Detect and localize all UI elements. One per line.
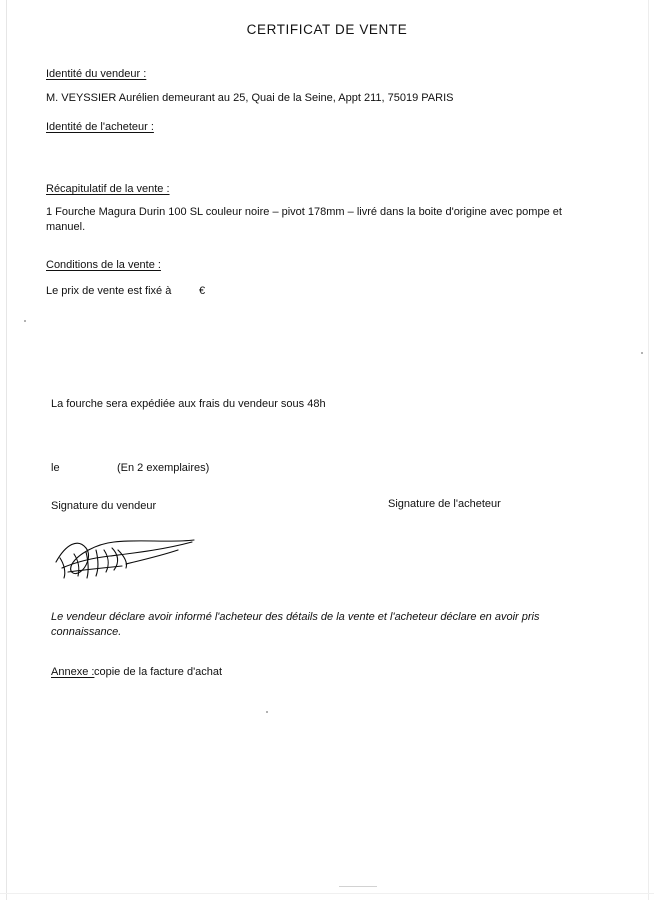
price-currency: € bbox=[199, 285, 206, 297]
scan-speck bbox=[641, 352, 643, 354]
scan-edge-right bbox=[648, 0, 649, 900]
buyer-signature-label: Signature de l'acheteur bbox=[388, 498, 501, 510]
scan-speck bbox=[339, 886, 377, 887]
date-label: le bbox=[51, 462, 60, 474]
seller-signature-label: Signature du vendeur bbox=[51, 500, 157, 512]
scan-edge-left bbox=[6, 0, 7, 900]
shipping-note: La fourche sera expédiée aux frais du vendeur sous 48h bbox=[51, 398, 326, 410]
annex-heading: Annexe : bbox=[51, 666, 95, 678]
annex-value: copie de la facture d'achat bbox=[94, 666, 223, 678]
scan-speck bbox=[24, 320, 26, 322]
scan-edge-bottom bbox=[0, 893, 654, 894]
seller-heading: Identité du vendeur : bbox=[46, 68, 147, 80]
seller-value: M. VEYSSIER Aurélien demeurant au 25, Quai de la Seine, Appt 211, 75019 PARIS bbox=[46, 92, 454, 104]
summary-value: 1 Fourche Magura Durin 100 SL couleur noire – pivot 178mm – livré dans la boite d'origine avec pompe et manuel. bbox=[46, 206, 565, 233]
declaration-text: Le vendeur déclare avoir informé l'acheteur des détails de la vente et l'acheteur déclare en avoir pris connaissance. bbox=[51, 611, 543, 638]
conditions-heading: Conditions de la vente : bbox=[46, 259, 161, 271]
copies-note: (En 2 exemplaires) bbox=[117, 462, 210, 474]
page-title: CERTIFICAT DE VENTE bbox=[246, 22, 408, 37]
price-label: Le prix de vente est fixé à bbox=[46, 285, 172, 297]
seller-signature-ink bbox=[52, 528, 212, 590]
buyer-heading: Identité de l'acheteur : bbox=[46, 121, 154, 133]
summary-heading: Récapitulatif de la vente : bbox=[46, 183, 170, 195]
scan-speck bbox=[266, 711, 268, 713]
